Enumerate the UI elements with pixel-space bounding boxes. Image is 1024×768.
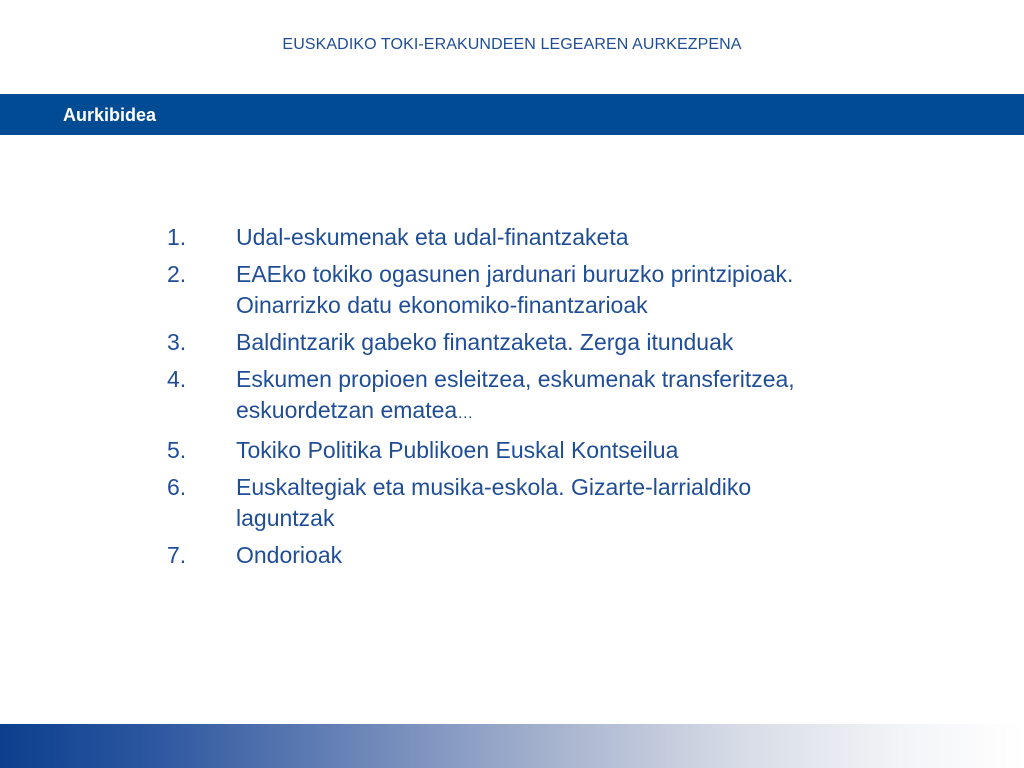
agenda-item-text xyxy=(236,364,876,429)
agenda-item-line: Baldintzarik gabeko finantzaketa. Zerga itunduak xyxy=(236,329,734,355)
agenda-item-number: 3. xyxy=(167,329,187,355)
presentation-title: EUSKADIKO TOKI-ERAKUNDEEN LEGEAREN AURKEZPENA xyxy=(282,36,742,53)
agenda-item-text xyxy=(236,222,876,253)
agenda-item-text xyxy=(236,472,876,534)
agenda-list xyxy=(0,222,1024,577)
agenda-item-line: laguntzak xyxy=(236,505,335,531)
agenda-item-text xyxy=(236,327,876,358)
agenda-item-1 xyxy=(0,222,1024,253)
agenda-item-number: 2. xyxy=(167,261,187,287)
section-bar xyxy=(0,94,1024,135)
agenda-item-line: Eskumen propioen esleitzea, eskumenak transferitzea, xyxy=(236,366,795,392)
agenda-item-2 xyxy=(0,259,1024,321)
agenda-item-number: 4. xyxy=(167,366,187,392)
agenda-item-line: Ondorioak xyxy=(236,542,343,568)
agenda-item-line: Oinarrizko datu ekonomiko-finantzarioak xyxy=(236,292,648,318)
agenda-item-7 xyxy=(0,540,1024,571)
agenda-item-text xyxy=(236,259,876,321)
section-label: Aurkibidea xyxy=(63,105,157,125)
agenda-item-text xyxy=(236,540,876,571)
agenda-item-4 xyxy=(0,364,1024,429)
agenda-item-text xyxy=(236,435,876,466)
agenda-item-line: eskuordetzan ematea xyxy=(236,397,458,423)
agenda-item-6 xyxy=(0,472,1024,534)
agenda-item-number: 5. xyxy=(167,437,187,463)
agenda-item-line: Udal-eskumenak eta udal-finantzaketa xyxy=(236,224,629,250)
agenda-item-line: Tokiko Politika Publikoen Euskal Kontseilua xyxy=(236,437,679,463)
agenda-item-number: 1. xyxy=(167,224,187,250)
agenda-item-5 xyxy=(0,435,1024,466)
agenda-item-3 xyxy=(0,327,1024,358)
ellipsis: … xyxy=(457,405,474,422)
footer-gradient-bar xyxy=(0,724,1024,768)
agenda-item-line: Euskaltegiak eta musika-eskola. Gizarte-larrialdiko xyxy=(236,474,752,500)
agenda-item-number: 6. xyxy=(167,474,187,500)
agenda-item-line: EAEko tokiko ogasunen jardunari buruzko printzipioak. xyxy=(236,261,794,287)
agenda-item-number: 7. xyxy=(167,542,187,568)
